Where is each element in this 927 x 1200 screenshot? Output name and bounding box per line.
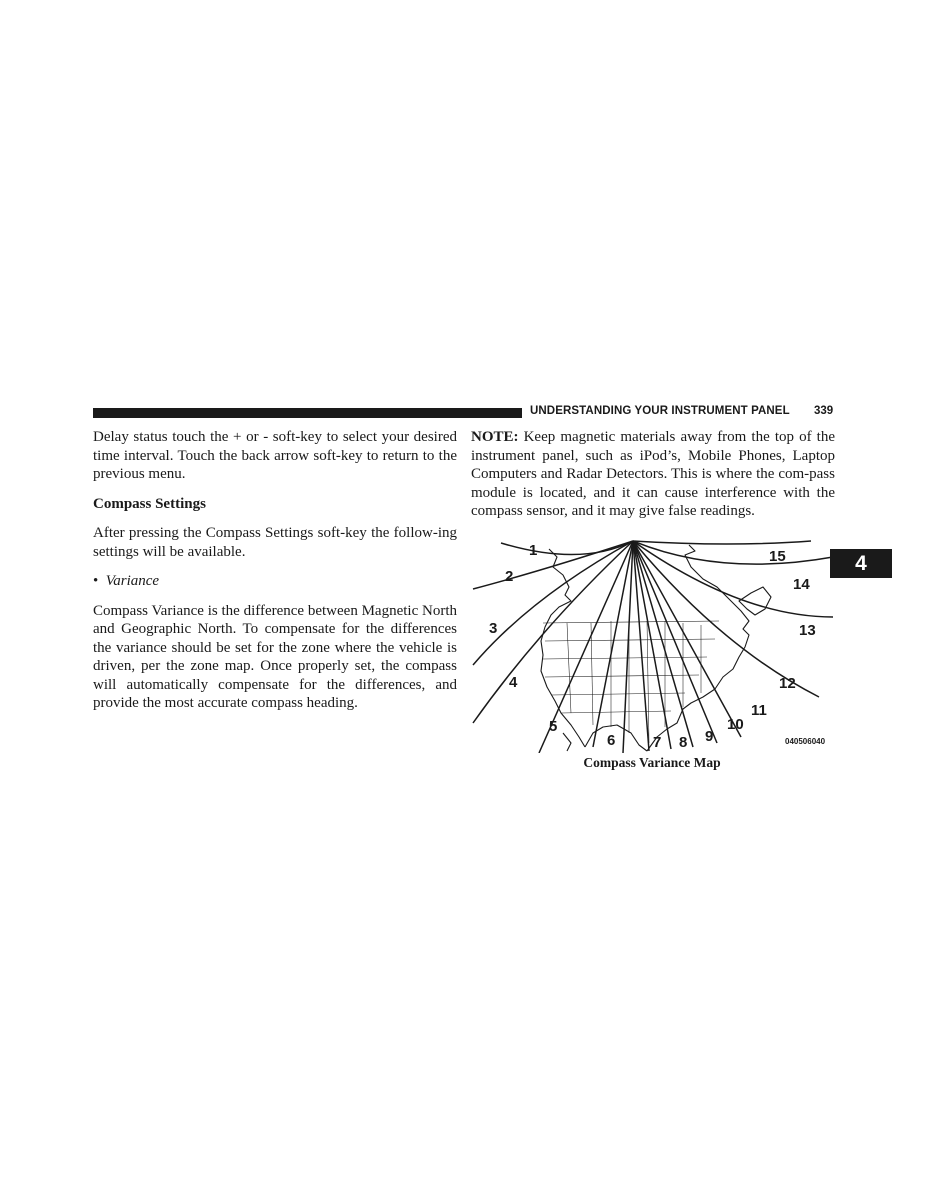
zone-label-6: 6 [607,732,616,749]
zone-boundary-line [593,541,633,747]
right-column [471,428,835,532]
zone-boundary-line [633,541,671,749]
zone-label-15: 15 [769,548,786,565]
zone-label-2: 2 [505,568,514,585]
zone-boundary-line [633,541,741,737]
zone-lines [473,541,833,753]
zone-boundary-line [633,541,819,697]
zone-label-11: 11 [751,702,767,719]
zone-boundary-line [623,541,633,753]
chapter-tab: 4 [830,549,892,578]
figure-caption: Compass Variance Map [583,755,721,770]
bullet-label: Variance [105,573,160,589]
note-text: Keep magnetic materials away from the top of the instrument panel, such as iPod’s, Mobile Phones, Laptop Computers and Radar Detectors. This is where the com-pass module is located, and it can cause interference with the compass sensor, and it may give false readings. [471,429,835,519]
zone-label-5: 5 [549,718,558,735]
zone-label-7: 7 [653,734,662,751]
header-rule [93,408,522,418]
bullet-item-variance [93,572,457,591]
left-column [93,428,457,724]
zone-label-9: 9 [705,728,714,745]
zone-label-13: 13 [799,622,816,639]
paragraph-delay-status: Delay status touch the + or - soft-key to select your desired time interval. Touch the back arrow soft-key to return to the previous menu. [93,429,457,482]
paragraph-compass-variance: Compass Variance is the difference between Magnetic North and Geographic North. To compensate for the differences the variance should be set for the zone where the vehicle is driven, per the zone map. Once properly set, the compass will automatically compensate for the differences, and provide the most accurate compass heading. [93,602,457,711]
zone-boundary-line [633,541,811,544]
zone-label-10: 10 [727,716,744,733]
zone-boundary-line [633,541,693,747]
note-label: NOTE: [471,429,519,445]
running-header: UNDERSTANDING YOUR INSTRUMENT PANEL [530,405,790,417]
figure-code: 040506040 [785,737,826,746]
state-borders [543,621,719,743]
section-heading-compass-settings: Compass Settings [93,495,206,512]
zone-label-8: 8 [679,734,688,751]
zone-boundary-line [473,541,633,665]
page-number: 339 [814,405,834,417]
zone-label-1: 1 [529,542,538,559]
zone-label-12: 12 [779,675,796,692]
bullet-symbol: • [93,573,99,589]
zone-label-4: 4 [509,674,518,691]
note-paragraph [471,428,835,521]
paragraph-compass-settings-intro: After pressing the Compass Settings soft-key the follow-ing settings will be available. [93,525,457,560]
compass-variance-map-graphic [471,537,835,753]
compass-variance-map [471,537,835,753]
zone-label-3: 3 [489,620,498,637]
zone-label-14: 14 [793,576,810,593]
